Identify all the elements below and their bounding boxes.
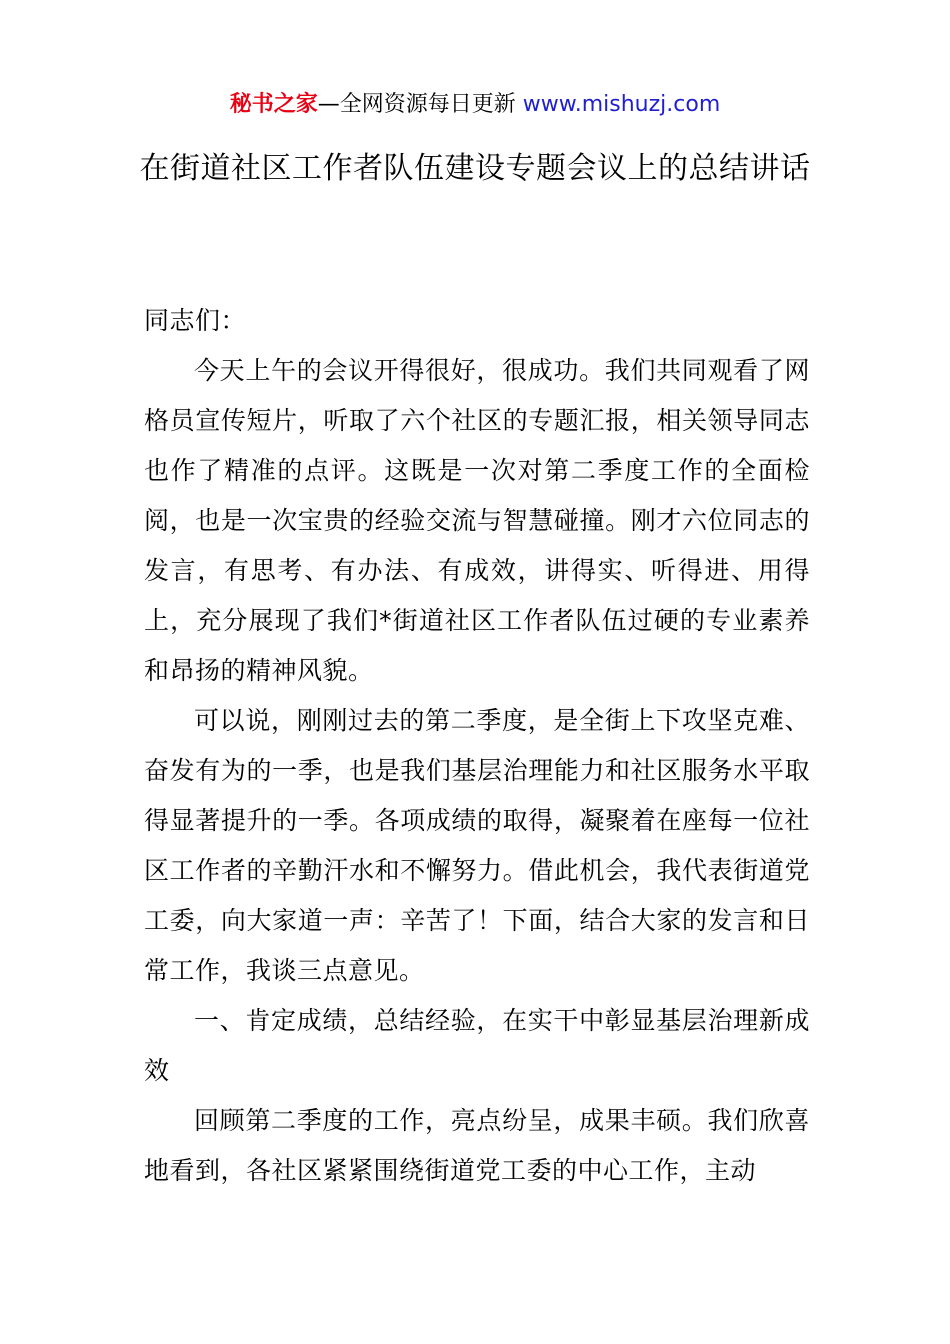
body-paragraph: 可以说，刚刚过去的第二季度，是全街上下攻坚克难、奋发有为的一季，也是我们基层治理能力和社区服务水平取得显著提升的一季。各项成绩的取得，凝聚着在座每一位社区工作者的辛勤汗水和不懈努力。借此机会，我代表街道党工委，向大家道一声：辛苦了！下面，结合大家的发言和日常工作，我谈三点意见。 xyxy=(144,706,810,985)
salutation: 同志们： xyxy=(144,306,247,335)
site-header xyxy=(0,88,950,122)
document-body xyxy=(144,296,810,1196)
site-tagline: —全网资源每日更新 xyxy=(317,92,523,117)
document-title: 在街道社区工作者队伍建设专题会议上的总结讲话 xyxy=(139,151,811,186)
site-url-link[interactable]: www.mishuzj.com xyxy=(522,92,721,117)
site-brand: 秘书之家 xyxy=(229,92,318,117)
body-paragraph: 今天上午的会议开得很好，很成功。我们共同观看了网格员宣传短片，听取了六个社区的专题汇报，相关领导同志也作了精准的点评。这既是一次对第二季度工作的全面检阅，也是一次宝贵的经验交流与智慧碰撞。刚才六位同志的发言，有思考、有办法、有成效，讲得实、听得进、用得上，充分展现了我们*街道社区工作者队伍过硬的专业素养和昂扬的精神风貌。 xyxy=(144,356,810,685)
body-paragraph: 回顾第二季度的工作，亮点纷呈，成果丰硕。我们欣喜地看到，各社区紧紧围绕街道党工委的中心工作，主动 xyxy=(144,1106,810,1185)
section-heading: 一、肯定成绩，总结经验，在实干中彰显基层治理新成效 xyxy=(144,1006,810,1085)
